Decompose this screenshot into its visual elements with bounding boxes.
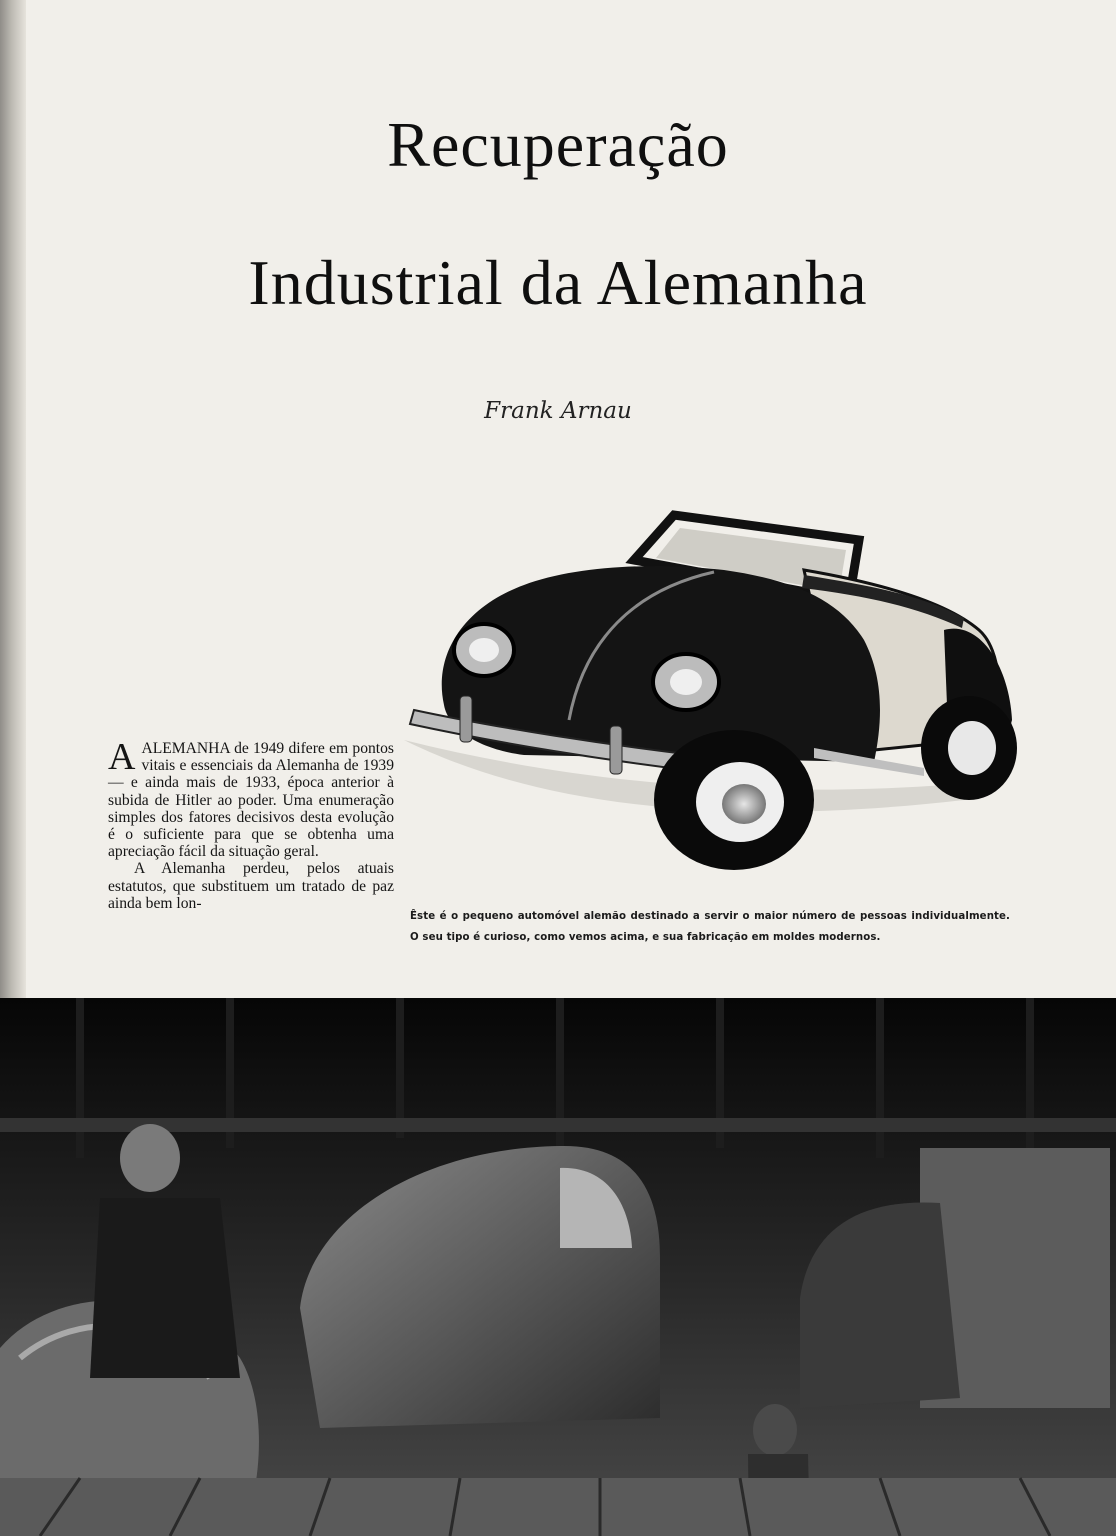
author-byline: Frank Arnau bbox=[484, 398, 632, 424]
car-photo-caption: Êste é o pequeno automóvel alemão destinado a servir o maior número de pessoas individualmente. O seu tipo é curioso, como vemos acima, e sua fabricação em moldes modernos. bbox=[410, 911, 1010, 943]
car-photo bbox=[404, 500, 1044, 872]
article-title-line-2: Industrial da Alemanha bbox=[248, 247, 868, 318]
body-paragraph-1 bbox=[108, 736, 394, 861]
paragraph-1-text: ALEMANHA de 1949 difere em pontos vitais e essenciais da Alemanha de 1939 — e ainda mais de 1933, época anterior à subida de Hitler ao poder. Uma enumeração simples dos fatores decisivos desta evolução é o suficiente para que se obtenha uma apreciação fácil da situação geral. bbox=[108, 740, 394, 861]
body-paragraph-2: A Alemanha perdeu, pelos atuais estatutos, que substituem um tratado de paz ainda bem lon- bbox=[108, 860, 394, 912]
article-title-line-1: Recuperação bbox=[387, 109, 729, 180]
factory-photo bbox=[0, 998, 1116, 1536]
drop-cap: A bbox=[108, 736, 136, 778]
article-body bbox=[108, 736, 394, 912]
